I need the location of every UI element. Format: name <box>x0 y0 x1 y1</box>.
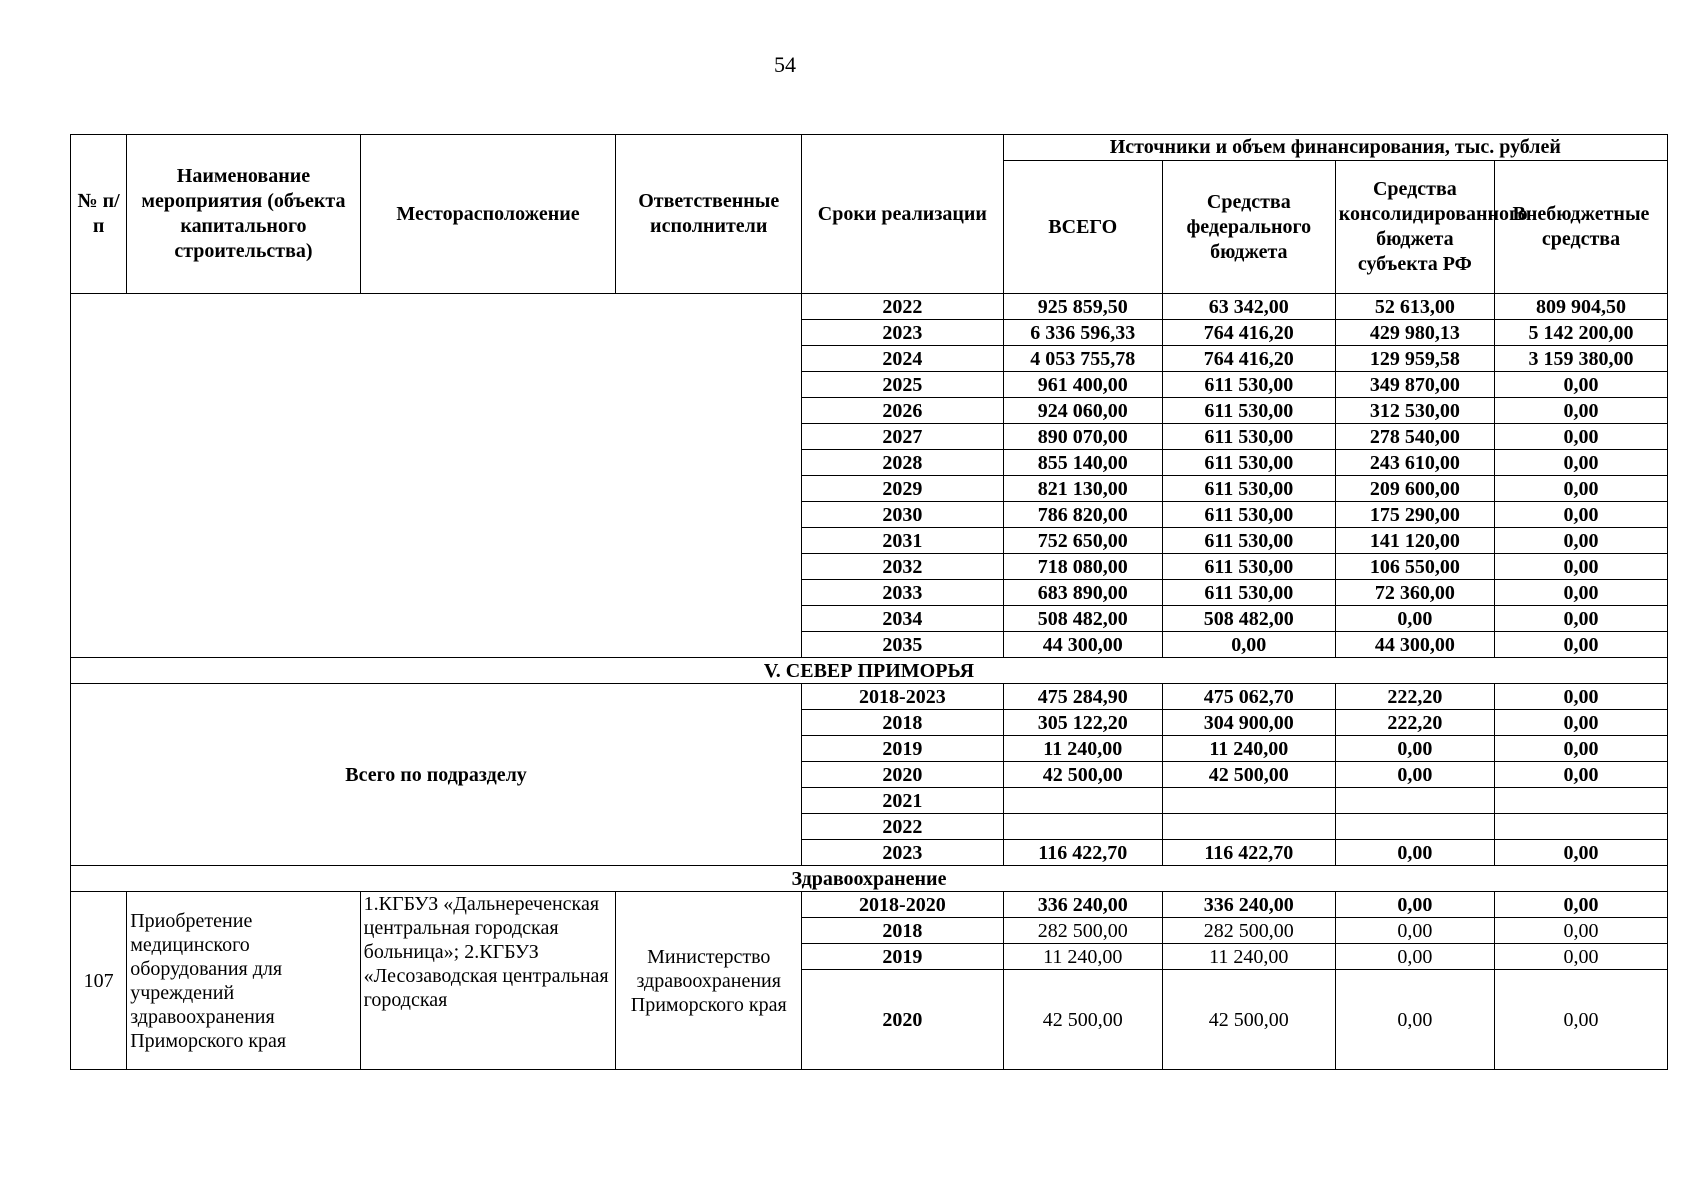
section-row <box>71 866 1668 892</box>
federal-cell: 116 422,70 <box>1162 840 1335 866</box>
extra-cell: 0,00 <box>1494 372 1667 398</box>
regional-cell <box>1335 788 1494 814</box>
item-location: 1.КГБУЗ «Дальнереченская центральная городская больница»; 2.КГБУЗ «Лесозаводская центральная городская <box>360 892 616 1070</box>
continuation-blank-cell <box>71 294 802 658</box>
year-cell: 2018-2020 <box>802 892 1004 918</box>
financing-table <box>70 134 1668 1070</box>
extra-cell: 0,00 <box>1494 736 1667 762</box>
regional-cell: 0,00 <box>1335 944 1494 970</box>
total-cell: 683 890,00 <box>1003 580 1162 606</box>
regional-cell: 0,00 <box>1335 736 1494 762</box>
extra-cell: 0,00 <box>1494 424 1667 450</box>
federal-cell: 0,00 <box>1162 632 1335 658</box>
federal-cell: 508 482,00 <box>1162 606 1335 632</box>
total-cell: 11 240,00 <box>1003 736 1162 762</box>
col-extra-header: Внебюджетные средства <box>1494 161 1667 294</box>
year-cell: 2018-2023 <box>802 684 1004 710</box>
federal-cell <box>1162 788 1335 814</box>
total-cell: 42 500,00 <box>1003 970 1162 1070</box>
regional-cell: 243 610,00 <box>1335 450 1494 476</box>
total-cell: 6 336 596,33 <box>1003 320 1162 346</box>
table-header <box>71 135 1668 294</box>
federal-cell: 611 530,00 <box>1162 424 1335 450</box>
extra-cell: 0,00 <box>1494 606 1667 632</box>
year-cell: 2030 <box>802 502 1004 528</box>
extra-cell: 0,00 <box>1494 580 1667 606</box>
total-cell: 305 122,20 <box>1003 710 1162 736</box>
federal-cell: 304 900,00 <box>1162 710 1335 736</box>
col-name-header: Наименование мероприятия (объекта капитального строительства) <box>127 135 360 294</box>
total-cell: 924 060,00 <box>1003 398 1162 424</box>
col-terms-header: Сроки реализации <box>802 135 1004 294</box>
col-executors-header: Ответственные исполнители <box>616 135 802 294</box>
total-cell: 508 482,00 <box>1003 606 1162 632</box>
year-cell: 2029 <box>802 476 1004 502</box>
regional-cell: 0,00 <box>1335 970 1494 1070</box>
regional-cell: 349 870,00 <box>1335 372 1494 398</box>
federal-cell: 611 530,00 <box>1162 554 1335 580</box>
extra-cell: 0,00 <box>1494 710 1667 736</box>
regional-cell: 312 530,00 <box>1335 398 1494 424</box>
total-cell: 4 053 755,78 <box>1003 346 1162 372</box>
col-federal-header: Средства федерального бюджета <box>1162 161 1335 294</box>
year-cell: 2019 <box>802 944 1004 970</box>
table-row <box>71 684 1668 710</box>
federal-cell: 611 530,00 <box>1162 372 1335 398</box>
section-title: V. СЕВЕР ПРИМОРЬЯ <box>71 658 1668 684</box>
regional-cell: 129 959,58 <box>1335 346 1494 372</box>
item-executor: Министерство здравоохранения Приморского края <box>616 892 802 1070</box>
table-row <box>71 892 1668 918</box>
total-cell: 890 070,00 <box>1003 424 1162 450</box>
regional-cell: 72 360,00 <box>1335 580 1494 606</box>
regional-cell: 209 600,00 <box>1335 476 1494 502</box>
total-cell: 961 400,00 <box>1003 372 1162 398</box>
section-title: Здравоохранение <box>71 866 1668 892</box>
federal-cell <box>1162 814 1335 840</box>
extra-cell: 0,00 <box>1494 450 1667 476</box>
extra-cell: 0,00 <box>1494 632 1667 658</box>
item-name: Приобретение медицинского оборудования для учреждений здравоохранения Приморского края <box>127 892 360 1070</box>
extra-cell: 0,00 <box>1494 762 1667 788</box>
extra-cell: 0,00 <box>1494 892 1667 918</box>
total-cell: 855 140,00 <box>1003 450 1162 476</box>
section-row <box>71 658 1668 684</box>
year-cell: 2027 <box>802 424 1004 450</box>
federal-cell: 475 062,70 <box>1162 684 1335 710</box>
year-cell: 2031 <box>802 528 1004 554</box>
total-cell: 821 130,00 <box>1003 476 1162 502</box>
total-cell: 718 080,00 <box>1003 554 1162 580</box>
regional-cell: 0,00 <box>1335 762 1494 788</box>
federal-cell: 282 500,00 <box>1162 918 1335 944</box>
total-cell: 44 300,00 <box>1003 632 1162 658</box>
year-cell: 2019 <box>802 736 1004 762</box>
extra-cell: 0,00 <box>1494 840 1667 866</box>
regional-cell: 52 613,00 <box>1335 294 1494 320</box>
extra-cell: 0,00 <box>1494 502 1667 528</box>
page-number: 54 <box>774 52 796 77</box>
year-cell: 2028 <box>802 450 1004 476</box>
year-cell: 2024 <box>802 346 1004 372</box>
federal-cell: 11 240,00 <box>1162 944 1335 970</box>
total-cell <box>1003 814 1162 840</box>
total-cell: 752 650,00 <box>1003 528 1162 554</box>
total-cell: 282 500,00 <box>1003 918 1162 944</box>
col-total-header: ВСЕГО <box>1003 161 1162 294</box>
table-row <box>71 294 1668 320</box>
regional-cell: 278 540,00 <box>1335 424 1494 450</box>
regional-cell: 141 120,00 <box>1335 528 1494 554</box>
regional-cell: 0,00 <box>1335 918 1494 944</box>
col-num-header: № п/п <box>71 135 127 294</box>
federal-cell: 611 530,00 <box>1162 502 1335 528</box>
item-number: 107 <box>71 892 127 1070</box>
year-cell: 2018 <box>802 918 1004 944</box>
federal-cell: 611 530,00 <box>1162 450 1335 476</box>
extra-cell: 5 142 200,00 <box>1494 320 1667 346</box>
federal-cell: 611 530,00 <box>1162 528 1335 554</box>
year-cell: 2034 <box>802 606 1004 632</box>
extra-cell: 0,00 <box>1494 944 1667 970</box>
col-location-header: Месторасположение <box>360 135 616 294</box>
year-cell: 2035 <box>802 632 1004 658</box>
federal-cell: 764 416,20 <box>1162 320 1335 346</box>
federal-cell: 611 530,00 <box>1162 580 1335 606</box>
federal-cell: 611 530,00 <box>1162 398 1335 424</box>
extra-cell <box>1494 788 1667 814</box>
total-cell <box>1003 788 1162 814</box>
year-cell: 2026 <box>802 398 1004 424</box>
year-cell: 2023 <box>802 840 1004 866</box>
year-cell: 2020 <box>802 970 1004 1070</box>
federal-cell: 11 240,00 <box>1162 736 1335 762</box>
extra-cell <box>1494 814 1667 840</box>
regional-cell: 175 290,00 <box>1335 502 1494 528</box>
regional-cell: 106 550,00 <box>1335 554 1494 580</box>
total-cell: 116 422,70 <box>1003 840 1162 866</box>
year-cell: 2022 <box>802 294 1004 320</box>
year-cell: 2022 <box>802 814 1004 840</box>
col-regional-header: Средства консолидированного бюджета субъекта РФ <box>1335 161 1494 294</box>
regional-cell: 0,00 <box>1335 606 1494 632</box>
regional-cell: 0,00 <box>1335 892 1494 918</box>
extra-cell: 0,00 <box>1494 528 1667 554</box>
regional-cell: 0,00 <box>1335 840 1494 866</box>
total-cell: 11 240,00 <box>1003 944 1162 970</box>
regional-cell: 222,20 <box>1335 684 1494 710</box>
extra-cell: 0,00 <box>1494 554 1667 580</box>
extra-cell: 0,00 <box>1494 918 1667 944</box>
extra-cell: 0,00 <box>1494 970 1667 1070</box>
funding-group-header: Источники и объем финансирования, тыс. рублей <box>1003 135 1667 161</box>
year-cell: 2021 <box>802 788 1004 814</box>
extra-cell: 0,00 <box>1494 684 1667 710</box>
federal-cell: 63 342,00 <box>1162 294 1335 320</box>
regional-cell <box>1335 814 1494 840</box>
federal-cell: 611 530,00 <box>1162 476 1335 502</box>
year-cell: 2032 <box>802 554 1004 580</box>
extra-cell: 3 159 380,00 <box>1494 346 1667 372</box>
year-cell: 2018 <box>802 710 1004 736</box>
total-cell: 786 820,00 <box>1003 502 1162 528</box>
total-cell: 925 859,50 <box>1003 294 1162 320</box>
federal-cell: 764 416,20 <box>1162 346 1335 372</box>
extra-cell: 809 904,50 <box>1494 294 1667 320</box>
year-cell: 2025 <box>802 372 1004 398</box>
total-cell: 336 240,00 <box>1003 892 1162 918</box>
subtotal-label: Всего по подразделу <box>71 684 802 866</box>
year-cell: 2033 <box>802 580 1004 606</box>
year-cell: 2020 <box>802 762 1004 788</box>
federal-cell: 42 500,00 <box>1162 762 1335 788</box>
extra-cell: 0,00 <box>1494 476 1667 502</box>
federal-cell: 42 500,00 <box>1162 970 1335 1070</box>
year-cell: 2023 <box>802 320 1004 346</box>
total-cell: 475 284,90 <box>1003 684 1162 710</box>
regional-cell: 222,20 <box>1335 710 1494 736</box>
regional-cell: 44 300,00 <box>1335 632 1494 658</box>
total-cell: 42 500,00 <box>1003 762 1162 788</box>
regional-cell: 429 980,13 <box>1335 320 1494 346</box>
extra-cell: 0,00 <box>1494 398 1667 424</box>
federal-cell: 336 240,00 <box>1162 892 1335 918</box>
